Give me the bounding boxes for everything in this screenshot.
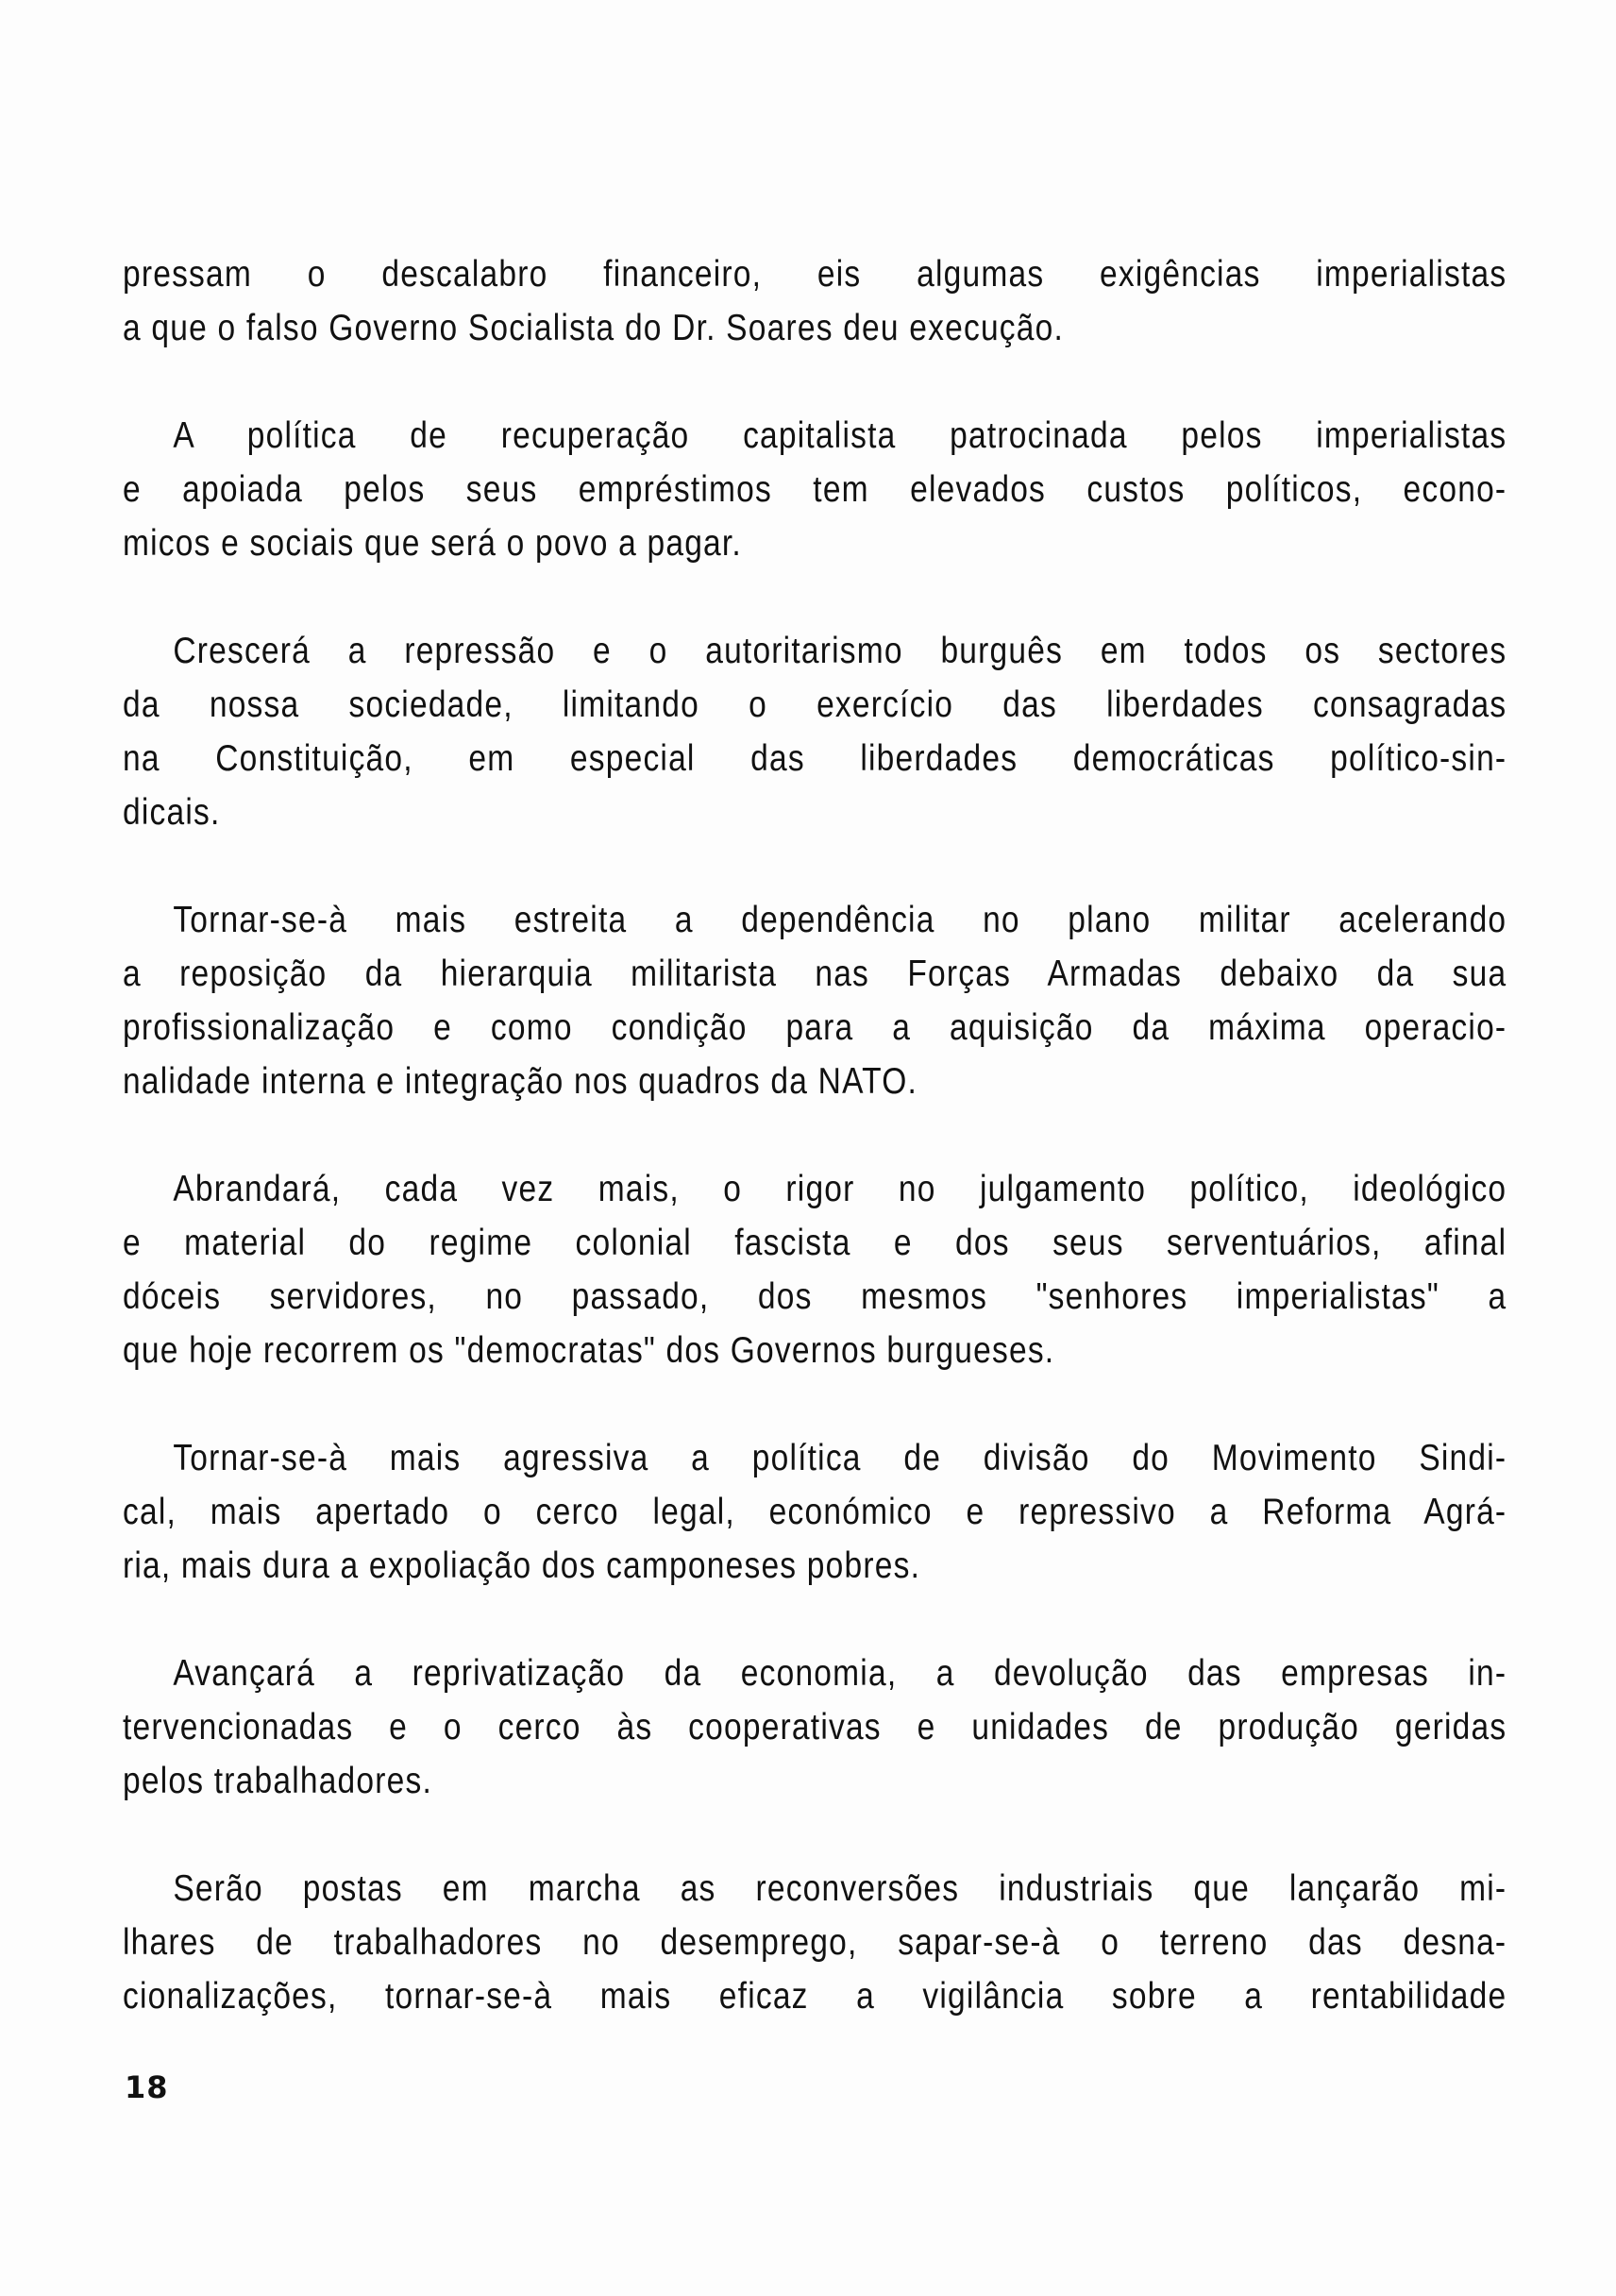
text-line: nalidade interna e integração nos quadros da NATO. — [123, 1061, 918, 1102]
paragraph — [123, 1646, 1507, 1808]
text-line: na Constituição, em especial das liberdades democráticas político-sin- — [123, 738, 1507, 779]
paragraph — [123, 1431, 1507, 1593]
text-line: Crescerá a repressão e o autoritarismo burguês em todos os sectores — [173, 631, 1507, 671]
text-line: a reposição da hierarquia militarista nas Forças Armadas debaixo da sua — [123, 954, 1507, 994]
text-line: Avançará a reprivatização da economia, a devolução das empresas in- — [173, 1653, 1507, 1694]
paragraph — [123, 624, 1507, 839]
text-line: e material do regime colonial fascista e dos seus serventuários, afinal — [123, 1223, 1507, 1263]
text-line: Tornar-se-à mais agressiva a política de divisão do Movimento Sindi- — [173, 1438, 1507, 1478]
paragraph — [123, 1162, 1507, 1377]
paragraph — [123, 1862, 1507, 2023]
text-line: Abrandará, cada vez mais, o rigor no julgamento político, ideológico — [173, 1169, 1507, 1209]
paragraph — [123, 409, 1507, 570]
paragraph-list — [123, 247, 1507, 2023]
text-line: ria, mais dura a expoliação dos camponeses pobres. — [123, 1545, 921, 1586]
body-text — [123, 247, 1507, 2077]
text-line: Serão postas em marcha as reconversões industriais que lançarão mi- — [173, 1868, 1507, 1909]
text-line: pelos trabalhadores. — [123, 1761, 433, 1801]
text-line: pressam o descalabro financeiro, eis algumas exigências imperialistas — [123, 254, 1507, 295]
text-line: Tornar-se-à mais estreita a dependência no plano militar acelerando — [173, 900, 1507, 940]
text-line: dicais. — [123, 792, 221, 833]
text-line: dóceis servidores, no passado, dos mesmos "senhores imperialistas" a — [123, 1276, 1507, 1317]
text-line: lhares de trabalhadores no desemprego, sapar-se-à o terreno das desna- — [123, 1922, 1507, 1963]
text-line: a que o falso Governo Socialista do Dr. Soares deu execução. — [123, 308, 1065, 348]
paragraph — [123, 247, 1507, 355]
text-line: e apoiada pelos seus empréstimos tem elevados custos políticos, econo- — [123, 469, 1507, 510]
text-line: cionalizações, tornar-se-à mais eficaz a vigilância sobre a rentabilidade — [123, 1976, 1507, 2017]
text-line: que hoje recorrem os "democratas" dos Governos burgueses. — [123, 1330, 1055, 1371]
text-line: da nossa sociedade, limitando o exercício das liberdades consagradas — [123, 684, 1507, 725]
text-line: cal, mais apertado o cerco legal, económico e repressivo a Reforma Agrá- — [123, 1492, 1507, 1532]
text-line: micos e sociais que será o povo a pagar. — [123, 523, 742, 564]
text-line: tervencionadas e o cerco às cooperativas e unidades de produção geridas — [123, 1707, 1507, 1747]
text-line: profissionalização e como condição para a aquisição da máxima operacio- — [123, 1007, 1507, 1048]
paragraph — [123, 893, 1507, 1108]
page-number: 18 — [125, 2069, 169, 2105]
text-line: A política de recuperação capitalista patrocinada pelos imperialistas — [173, 415, 1507, 456]
